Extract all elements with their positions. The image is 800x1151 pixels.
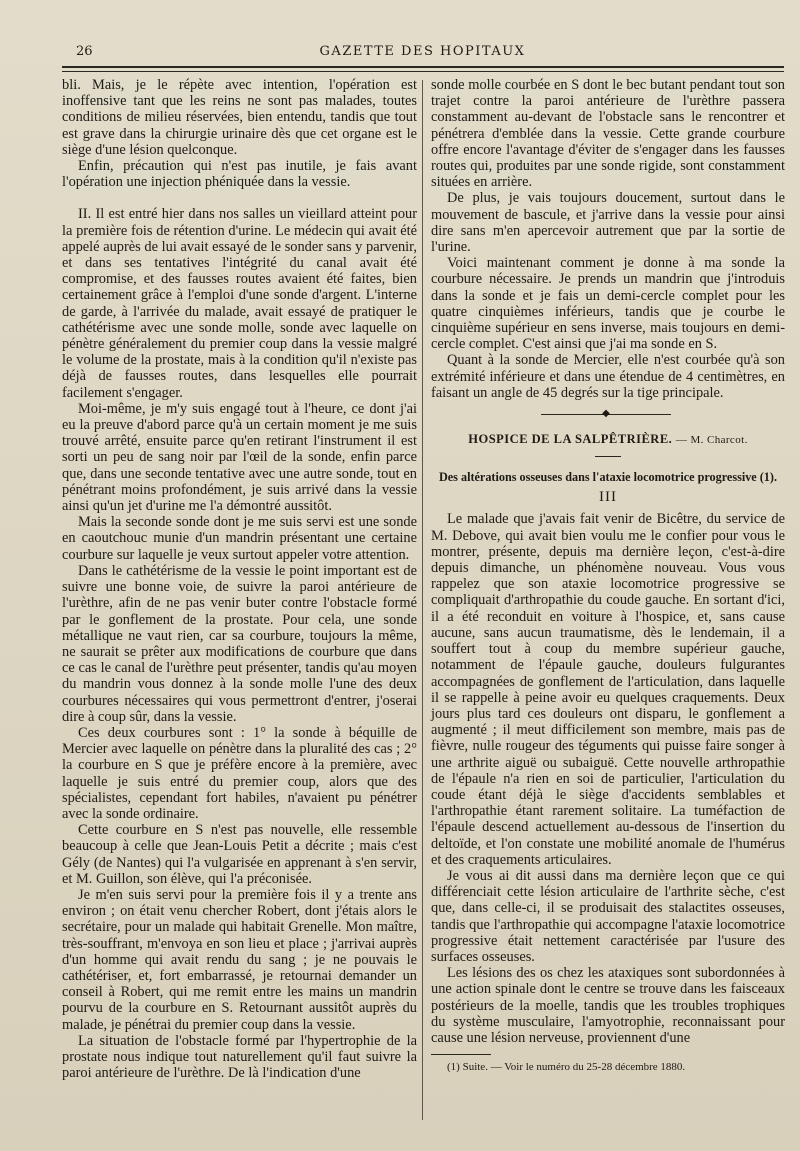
hospice-heading — [431, 431, 785, 448]
column-divider — [422, 80, 423, 1120]
paragraph: Enfin, précaution qui n'est pas inutile, je fais avant l'opération une injection phéniquée dans la vessie. — [62, 158, 417, 191]
paragraph: Je vous ai dit aussi dans ma dernière leçon que ce qui différenciait cette lésion articulaire de l'arthrite sèche, c'est que, dans celle-ci, il se produisait des stalactites osseuses, tandis que l'arthropathie qui accompagne l'ataxie locomotrice progressive était nettement caractérisée par l'usure des surfaces osseuses. — [431, 867, 785, 965]
hospice-name: HOSPICE DE LA SALPÊTRIÈRE. — [468, 432, 673, 447]
paragraph: Je m'en suis servi pour la première fois il y a trente ans environ ; on était venu chercher Robert, dont j'étais alors le secrétaire, pour un malade qui habitait Grenelle. Mon maître, très-souffrant, m'envoya en son lieu et place ; j'arrivai auprès d'un homme qui avait rendu du sang ; je ne pouvais le cathétériser, et, fort embarrassé, je retournai demander un conseil à Robert, qui me remit entre les mains un mandrin pourvu de la courbure en S. Retournant aussitôt auprès du malade, je pénétrai du premier coup dans la vessie. — [62, 886, 417, 1033]
paragraph: Les lésions des os chez les ataxiques sont subordonnées à une action spinale dont le centre se trouve dans les faisceaux postérieurs de la moelle, tandis que les troubles trophiques du système musculaire, l'amyotrophie, reconnaissant pour cause une lésion nerveuse, proviennent d'une — [431, 965, 785, 1046]
paragraph: Ces deux courbures sont : 1° la sonde à béquille de Mercier avec laquelle on pénètre dans la pluralité des cas ; 2° la courbure en S que je préfère encore à la première, avec laquelle je suis entré du premier coup, alors que des spécialistes, cependant fort habiles, n'avaient pu pénétrer avec la sonde ordinaire. — [62, 724, 417, 822]
short-rule — [595, 456, 621, 457]
paragraph: sonde molle courbée en S dont le bec butant pendant tout son trajet contre la paroi antérieure de l'urèthre passera constamment au-devant de l'obstacle sans le rencontrer et pénétrera d'emblée dans la vessie. Cette grande courbure offre encore l'avantage d'éviter de s'engager dans les fausses routes qui, produites par une sonde rigide, sont constamment situées en arrière. — [431, 77, 785, 191]
footnote-rule — [431, 1054, 491, 1055]
paragraph: Mais la seconde sonde dont je me suis servi est une sonde en caoutchouc munie d'un mandrin présentant une certaine courbure sur laquelle je veux surtout appeler votre attention. — [62, 514, 417, 563]
section-ornament: ◆ — [431, 407, 785, 421]
paragraph: II. Il est entré hier dans nos salles un vieillard atteint pour la première fois de rétention d'urine. Le médecin qui avait été appelé auprès de lui avait essayé de le sonder sans y parvenir, et dans ses tentatives l'intégrité du canal avait été compromise, et des fausses routes avaient été faites, bien certainement grâce à l'emploi d'une sonde d'argent. L'interne de garde, à l'arrivée du malade, avait essayé de pratiquer le cathétérisme avec une sonde molle, sonde avec laquelle on pénètre généralement du premier coup dans la vessie malgré le volume de la prostate, mais à la condition qu'il n'existe pas déjà de fausses routes, dans lesquelles elle pourrait facilement s'engager. — [62, 206, 417, 401]
article-part-number: III — [599, 489, 617, 506]
journal-title: GAZETTE DES HOPITAUX — [319, 44, 526, 59]
paragraph: Moi-même, je m'y suis engagé tout à l'heure, ce dont j'ai eu la preuve d'abord parce qu'à un certain moment je me suis trouvé arrêté, ensuite parce qu'en retirant l'instrument il est sorti un peu de sang noir par l'œil de la sonde, enfin parce que, dans une seconde tentative avec une autre sonde, tout en pénétrant moins profondément, je suis arrivé dans la vessie ainsi qu'un jet d'urine me l'a démontré aussitôt. — [62, 400, 417, 515]
header-rule-thin — [62, 71, 784, 72]
paragraph: La situation de l'obstacle formé par l'hypertrophie de la prostate nous indique tout naturellement qu'il faut suivre la paroi antérieure de l'urèthre. De là l'indication d'une — [62, 1032, 417, 1082]
right-column — [431, 77, 785, 1074]
footnote: (1) Suite. — Voir le numéro du 25-28 décembre 1880. — [447, 1061, 686, 1074]
paragraph: Cette courbure en S n'est pas nouvelle, elle ressemble beaucoup à celle que Jean-Louis Petit a décrite ; mais c'est Gély (de Nantes) qui l'a vulgarisée en apprenant à s'en servir, et M. Guillon, son élève, qui l'a préconisée. — [62, 822, 417, 887]
article-title: Des altérations osseuses dans l'ataxie locomotrice progressive (1). — [438, 470, 778, 485]
paragraph: De plus, je vais toujours doucement, surtout dans le mouvement de bascule, et j'arrive dans la vessie pour ainsi dire sans m'en apercevoir autrement que par la sortie de l'urine. — [431, 190, 785, 256]
paragraph: Voici maintenant comment je donne à ma sonde la courbure nécessaire. Je prends un mandrin que j'introduis dans la sonde et je fais un demi-cercle complet pour les quatre cinquièmes inférieurs, tandis que je courbe le cinquième supérieur en sens inverse, mais toujours en demi-cercle complet. C'est ainsi que j'ai ma sonde en S. — [431, 255, 785, 353]
page-header — [60, 40, 785, 62]
paragraph: Le malade que j'avais fait venir de Bicêtre, du service de M. Debove, qui avait bien voulu me le confier pour vous le montrer, présente, depuis ma dernière leçon, c'est-à-dire depuis dimanche, un phénomène nouveau. Vous vous rappelez que son ataxie locomotrice progressive se compliquait d'arthropathie du coude gauche. En sortant d'ici, il a été reconduit en voiture à l'hospice, et, sans cause aucune, sans aucun traumatisme, dès le lendemain, il a souffert tout à coup du membre supérieur gauche, notamment de l'épaule gauche, douleurs fulgurantes accompagnées de gonflement de l'articulation, dans laquelle il se rappelle à peine avoir eu quelques craquements. Deux jours plus tard ces douleurs ont disparu, le gonflement a augmenté ; il meut difficilement son membre, mais pas de fièvre, nulle rougeur des téguments qui puisse faire songer à une arthrite aiguë ou subaiguë. Cette nouvelle arthropathie de l'épaule n'a rien en soi de particulier, l'articulation du coude étant déjà le siège d'accidents semblables et l'arthropathie étant rarement solitaire. La tuméfaction de l'épaule descend actuellement au-dessous de l'insertion du deltoïde, et l'on constate une mobilité anomale de l'humérus et des craquements articulaires. — [431, 511, 785, 868]
header-rule-thick — [62, 66, 784, 68]
left-column — [62, 77, 417, 1081]
hospice-author: — M. Charcot. — [675, 434, 748, 447]
paragraph: Quant à la sonde de Mercier, elle n'est courbée qu'à son extrémité inférieure et dans une étendue de 4 centimètres, en faisant un angle de 45 degrés sur la tige principale. — [431, 352, 785, 401]
paragraph: Dans le cathétérisme de la vessie le point important est de suivre une bonne voie, de suivre la paroi antérieure de l'urèthre, afin de ne pas venir buter contre l'obstacle formé par le gonflement de la prostate. Pour cela, une sonde métallique ne vaut rien, car sa courbure, toujours la même, ne saurait se prêter aux modifications de courbure que dans ce cas le canal de l'urèthre peut présenter, tandis qu'au moyen du mandrin vous donnez à la sonde molle l'une des deux courbures nécessaires qui vous permettront d'entrer, j'oserai dire à coup sûr, dans la vessie. — [62, 562, 417, 725]
page-number: 26 — [76, 44, 93, 59]
paragraph: bli. Mais, je le répète avec intention, l'opération est inoffensive tant que les reins ne sont pas malades, toutes conditions de milieu réservées, bien entendu, tandis que tout est grave dans la chirurgie urinaire dès que cet organe est le siège d'une lésion quelconque. — [62, 77, 417, 158]
